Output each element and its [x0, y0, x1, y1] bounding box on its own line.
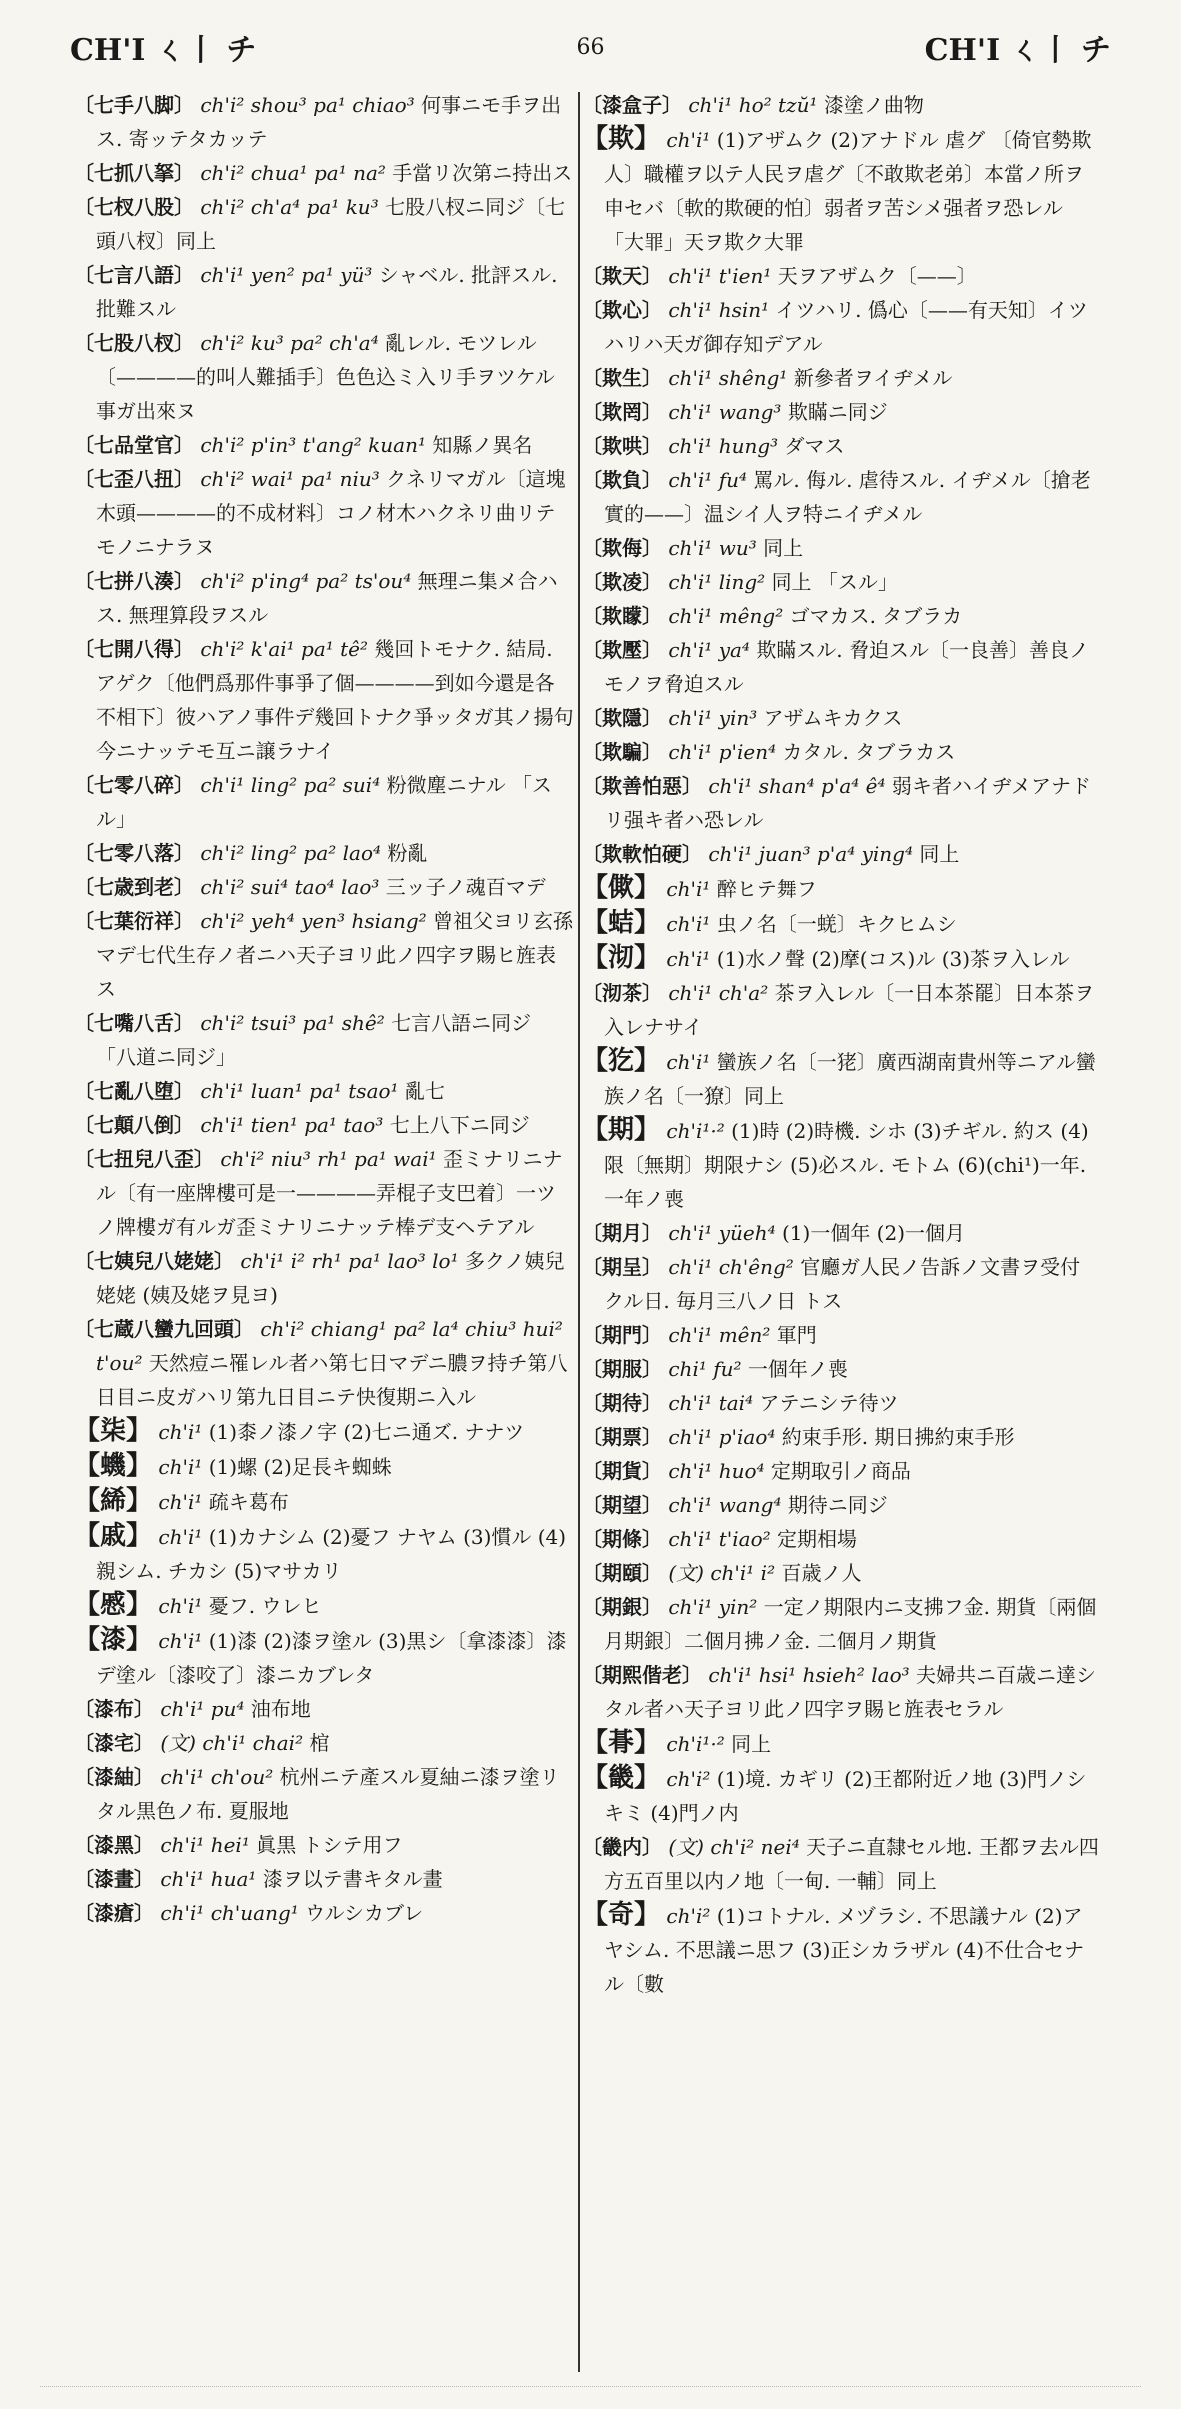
entry-romanization: ch'i¹ mên² [662, 1323, 777, 1347]
entry-definition: 同上 [919, 842, 960, 866]
entry-romanization: ch'i¹ ch'uang¹ [154, 1901, 306, 1925]
entry-definition: クネリマガル〔這塊木頭————的不成材料〕コノ材木ハクネリ曲リテモノニナラヌ [96, 467, 566, 559]
entry-headword: 【絺】 [74, 1486, 153, 1516]
entry-definition: 新參者ヲイヂメル [793, 366, 953, 390]
entry-definition: 棺 [309, 1731, 330, 1755]
entry-headword: 〔期票〕 [582, 1425, 662, 1449]
entry-headword: 〔期呈〕 [582, 1255, 662, 1279]
dictionary-entry [74, 836, 574, 870]
entry-headword: 〔期熙偕老〕 [582, 1663, 702, 1687]
dictionary-entry [582, 976, 1100, 1044]
dictionary-entry [582, 1420, 1100, 1454]
entry-definition: 罵ル. 侮ル. 虐待スル. イヂメル〔搶老實的——〕温シイ人ヲ特ニイヂメル [604, 468, 1091, 526]
entry-headword: 【沏】 [582, 943, 661, 973]
entry-romanization: ch'i¹·² [660, 1732, 732, 1756]
entry-definition: 一定ノ期限内ニ支拂フ金. 期貨〔兩個月期銀〕二個月拂ノ金. 二個月ノ期貨 [604, 1595, 1097, 1653]
entry-headword: 〔欺壓〕 [582, 638, 662, 662]
entry-definition: 曾祖父ヨリ玄孫マデ七代生存ノ者ニハ天子ヨリ此ノ四字ヲ賜ヒ旌表ス [96, 909, 574, 1001]
entry-headword: 【柒】 [74, 1416, 153, 1446]
entry-definition: 亂レル. モツレル〔————的叫人難插手〕色色込ミ入リ手ヲツケル事ガ出來ヌ [96, 331, 555, 423]
entry-romanization: ch'i² ch'a⁴ pa¹ ku³ [194, 195, 386, 219]
entry-romanization: ch'i² ku³ pa² ch'a⁴ [194, 331, 386, 355]
dictionary-entry [582, 429, 1100, 463]
entry-definition: 定期相場 [776, 1527, 857, 1551]
entry-definition: 多クノ姨兒姥姥 (姨及姥ヲ見ヨ) [96, 1249, 565, 1307]
entry-definition: 欺瞞ニ同ジ [787, 400, 888, 424]
entry-romanization: ch'i¹ yüeh⁴ [662, 1221, 782, 1245]
entry-headword: 〔期銀〕 [582, 1595, 662, 1619]
entry-romanization: ch'i¹ luan¹ pa¹ tsao¹ [194, 1079, 405, 1103]
entry-definition: 欺瞞スル. 脅迫スル〔一良善〕善良ノモノヲ脅迫スル [604, 638, 1090, 696]
entry-headword: 〔七葉衍祥〕 [74, 909, 194, 933]
dictionary-entry [582, 1658, 1100, 1726]
entry-headword: 【漆】 [74, 1625, 153, 1655]
entry-definition: 弱キ者ハイヂメアナドリ强キ者ハ恐レル [604, 774, 1092, 832]
entry-romanization: ch'i² sui⁴ tao⁴ lao³ [194, 875, 386, 899]
entry-definition: 約束手形. 期日拂約束手形 [781, 1425, 1015, 1449]
entry-romanization: ch'i¹ wu³ [662, 536, 764, 560]
dictionary-entry [74, 156, 574, 190]
entry-definition: 蠻族ノ名〔一狫〕廣西湖南貴州等ニアル蠻族ノ名〔一獠〕同上 [604, 1050, 1096, 1108]
entry-definition: 三ッ子ノ魂百マデ [385, 875, 546, 899]
entry-definition: 百歳ノ人 [781, 1561, 862, 1585]
entry-romanization: ch'i² [660, 1904, 717, 1928]
entry-romanization: ch'i² p'ing⁴ pa² ts'ou⁴ [194, 569, 418, 593]
entry-headword: 【朞】 [582, 1728, 661, 1758]
dictionary-entry [74, 768, 574, 836]
dictionary-entry [582, 633, 1100, 701]
entry-romanization: ch'i¹ [660, 128, 717, 152]
entry-definition: 亂七 [404, 1079, 445, 1103]
entry-headword: 〔欺天〕 [582, 264, 662, 288]
entry-definition: 漆ヲ以テ書キタル畫 [262, 1867, 443, 1891]
right-column [582, 88, 1100, 2378]
entry-headword: 〔欺哄〕 [582, 434, 662, 458]
entry-romanization: ch'i¹ fu⁴ [662, 468, 754, 492]
entry-romanization: ch'i¹ [152, 1420, 209, 1444]
entry-headword: 〔七言八語〕 [74, 263, 194, 287]
entry-headword: 〔七歳到老〕 [74, 875, 194, 899]
entry-romanization: ch'i¹ [152, 1629, 209, 1653]
entry-romanization: ch'i¹ hung³ [662, 434, 785, 458]
entry-romanization: ch'i¹ i² rh¹ pa¹ lao³ lo¹ [234, 1249, 465, 1273]
dictionary-entry [582, 1386, 1100, 1420]
entry-headword: 〔七拼八湊〕 [74, 569, 194, 593]
entry-headword: 〔欺善怕惡〕 [582, 774, 702, 798]
dictionary-entry [582, 88, 1100, 122]
entry-definition: 憂フ. ウレヒ [208, 1594, 322, 1618]
entry-headword: 〔七零八落〕 [74, 841, 194, 865]
dictionary-entry [74, 1896, 574, 1930]
dictionary-entry [74, 1414, 574, 1449]
entry-headword: 〔七姨兒八姥姥〕 [74, 1249, 234, 1273]
entry-definition: 天ヲアザムク〔——〕 [777, 264, 977, 288]
entry-definition: 何事ニモ手ヲ出ス. 寄ッテタカッテ [96, 93, 562, 151]
entry-romanization: ch'i¹ huo⁴ [662, 1459, 771, 1483]
entry-romanization: ch'i² yeh⁴ yen³ hsiang² [194, 909, 434, 933]
entry-definition: 粉亂 [387, 841, 428, 865]
dictionary-entry [582, 565, 1100, 599]
entry-headword: 〔漆紬〕 [74, 1765, 154, 1789]
entry-headword: 〔七杈八股〕 [74, 195, 194, 219]
entry-definition: (1)カナシム (2)憂フ ナヤム (3)慣ル (4)親シム. チカシ (5)マサカリ [96, 1525, 567, 1583]
entry-headword: 〔欺侮〕 [582, 536, 662, 560]
entry-definition: 天然痘ニ罹レル者ハ第七日マデニ膿ヲ持チ第八日目ニ皮ガハリ第九日目ニテ快復期ニ入ル [96, 1351, 568, 1409]
dictionary-entry [74, 1312, 574, 1414]
entry-romanization: ch'i² chua¹ pa¹ na² [194, 161, 393, 185]
entry-headword: 〔七零八碎〕 [74, 773, 194, 797]
entry-romanization: ch'i¹ [152, 1525, 209, 1549]
entry-romanization: (文) ch'i¹ chai² [154, 1731, 310, 1755]
entry-romanization: ch'i¹ t'iao² [662, 1527, 777, 1551]
entry-headword: 〔漆盒子〕 [582, 93, 682, 117]
dictionary-entry [74, 870, 574, 904]
entry-definition: アザムキカクス [763, 706, 903, 730]
dictionary-entry [74, 1449, 574, 1484]
dictionary-entry [74, 1623, 574, 1692]
dictionary-entry [582, 293, 1100, 361]
dictionary-entry [582, 1216, 1100, 1250]
dictionary-entry [582, 463, 1100, 531]
dictionary-entry [582, 837, 1100, 871]
dictionary-entry [582, 1556, 1100, 1590]
dictionary-entry [74, 1006, 574, 1074]
entry-definition: 醉ヒテ舞フ [716, 877, 817, 901]
entry-romanization: ch'i¹ [152, 1455, 209, 1479]
entry-romanization: (文) ch'i¹ i² [662, 1561, 782, 1585]
entry-definition: 官廳ガ人民ノ告訴ノ文書ヲ受付クル日. 毎月三八ノ日 トス [604, 1255, 1081, 1313]
entry-headword: 【蟣】 [74, 1451, 153, 1481]
dictionary-entry [74, 428, 574, 462]
dictionary-entry [582, 361, 1100, 395]
entry-definition: シャベル. 批評スル. 批難スル [96, 263, 558, 321]
entry-romanization: ch'i¹ tien¹ pa¹ tao³ [194, 1113, 390, 1137]
entry-definition: 天子ニ直隸セル地. 王都ヲ去ル四方五百里以内ノ地〔一甸. 一輔〕同上 [604, 1835, 1099, 1893]
entry-definition: (1)時 (2)時機. シホ (3)チギル. 約ス (4)限〔無期〕期限ナシ (5)必スル. モトム (6)(chi¹)一年. 一年ノ喪 [604, 1119, 1089, 1211]
entry-definition: 疏キ葛布 [208, 1490, 289, 1514]
dictionary-entry [582, 941, 1100, 976]
entry-headword: 〔欺矇〕 [582, 604, 662, 628]
entry-headword: 〔七開八得〕 [74, 637, 194, 661]
dictionary-entry [582, 599, 1100, 633]
dictionary-entry [582, 395, 1100, 429]
entry-headword: 〔期貨〕 [582, 1459, 662, 1483]
entry-romanization: ch'i¹ pu⁴ [154, 1697, 251, 1721]
entry-headword: 〔七亂八堕〕 [74, 1079, 194, 1103]
entry-romanization: ch'i¹ [152, 1490, 209, 1514]
entry-romanization: ch'i¹ [660, 912, 717, 936]
dictionary-entry [74, 564, 574, 632]
entry-headword: 〔欺凌〕 [582, 570, 662, 594]
dictionary-entry [582, 1318, 1100, 1352]
entry-romanization: ch'i¹ hei¹ [154, 1833, 257, 1857]
entry-romanization: ch'i¹ tai⁴ [662, 1391, 760, 1415]
dictionary-entry [582, 701, 1100, 735]
entry-romanization: ch'i¹ ling² [662, 570, 772, 594]
entry-headword: 〔期望〕 [582, 1493, 662, 1517]
entry-headword: 〔期條〕 [582, 1527, 662, 1551]
entry-headword: 〔欺負〕 [582, 468, 662, 492]
entry-definition: ダマス [784, 434, 845, 458]
entry-romanization: ch'i¹ hua¹ [154, 1867, 263, 1891]
entry-headword: 〔欺心〕 [582, 298, 662, 322]
entry-definition: 粉微塵ニナル 「スル」 [96, 773, 552, 831]
entry-definition: (1)一個年 (2)一個月 [781, 1221, 966, 1245]
entry-romanization: ch'i¹ ya⁴ [662, 638, 757, 662]
entry-headword: 〔期待〕 [582, 1391, 662, 1415]
dictionary-entry [582, 1522, 1100, 1556]
entry-headword: 〔漆黑〕 [74, 1833, 154, 1857]
entry-headword: 【期】 [582, 1115, 661, 1145]
dictionary-entry [74, 904, 574, 1006]
dictionary-entry [582, 1044, 1100, 1113]
entry-headword: 【僛】 [582, 873, 661, 903]
entry-romanization: ch'i¹ ch'ou² [154, 1765, 280, 1789]
entry-definition: (1)水ノ聲 (2)摩(コス)ル (3)茶ヲ入レル [716, 947, 1070, 971]
entry-definition: (1)漆 (2)漆ヲ塗ル (3)黒シ〔拿漆漆〕漆デ塗ル〔漆咬了〕漆ニカブレタ [96, 1629, 567, 1687]
entry-romanization: ch'i² k'ai¹ pa¹ tê² [194, 637, 375, 661]
entry-romanization: ch'i² niu³ rh¹ pa¹ wai¹ [214, 1147, 443, 1171]
entry-romanization: ch'i² wai¹ pa¹ niu³ [194, 467, 387, 491]
column-divider [578, 92, 580, 2372]
dictionary-entry [74, 190, 574, 258]
dictionary-entry [74, 1862, 574, 1896]
entry-definition: 幾回トモナク. 結局. アゲク〔他們爲那件事爭了個————到如今還是各不相下〕彼ハアノ事件デ幾回トナク爭ッタガ其ノ揚句今ニナッテモ互ニ譲ラナイ [96, 637, 574, 763]
left-column [74, 88, 574, 2378]
entry-romanization: ch'i² [660, 1767, 717, 1791]
entry-definition: 同上 「スル」 [771, 570, 898, 594]
entry-definition: 七股八杈ニ同ジ〔七頭八杈〕同上 [96, 195, 566, 253]
dictionary-entry [582, 531, 1100, 565]
entry-definition: 漆塗ノ曲物 [823, 93, 924, 117]
entry-definition: 夫婦共ニ百歳ニ達シタル者ハ天子ヨリ此ノ四字ヲ賜ヒ旌表セラル [604, 1663, 1096, 1721]
entry-headword: 〔七蔵八蠻九回頭〕 [74, 1317, 254, 1341]
entry-definition: 眞黒 トシテ用フ [256, 1833, 403, 1857]
entry-definition: イツハリ. 僞心〔——有天知〕イツハリハ天ガ御存知デアル [604, 298, 1088, 356]
entry-headword: 【畿】 [582, 1763, 661, 1793]
dictionary-entry [582, 1830, 1100, 1898]
entry-romanization: ch'i¹ [152, 1594, 209, 1618]
entry-definition: 虫ノ名〔一蜣〕キクヒムシ [716, 912, 957, 936]
dictionary-entry [582, 1726, 1100, 1761]
entry-headword: 〔漆宅〕 [74, 1731, 154, 1755]
entry-romanization: ch'i¹ [660, 1050, 717, 1074]
entry-definition: 無理ニ集メ合ハス. 無理算段ヲスル [96, 569, 558, 627]
entry-definition: カタル. タブラカス [782, 740, 956, 764]
dictionary-entry [582, 871, 1100, 906]
dictionary-entry [74, 1519, 574, 1588]
entry-romanization: ch'i¹ yen² pa¹ yü³ [194, 263, 379, 287]
entry-headword: 【慼】 [74, 1590, 153, 1620]
entry-headword: 〔欺生〕 [582, 366, 662, 390]
entry-definition: 同上 [763, 536, 804, 560]
dictionary-entry [582, 259, 1100, 293]
entry-romanization: ch'i¹ [660, 877, 717, 901]
entry-romanization: ch'i¹ ho² tzŭ¹ [682, 93, 824, 117]
entry-headword: 〔七手八脚〕 [74, 93, 194, 117]
entry-romanization: ch'i² chiang¹ pa² la⁴ chiu³ hui² t'ou² [96, 1317, 563, 1375]
entry-definition: ウルシカブレ [305, 1901, 424, 1925]
dictionary-entry [582, 1454, 1100, 1488]
dictionary-entry [582, 1590, 1100, 1658]
entry-romanization: ch'i¹ hsin¹ [662, 298, 776, 322]
dictionary-entry [582, 769, 1100, 837]
entry-romanization: ch'i² ling² pa² lao⁴ [194, 841, 388, 865]
entry-headword: 〔欺罔〕 [582, 400, 662, 424]
entry-romanization: ch'i¹ wang⁴ [662, 1493, 788, 1517]
entry-headword: 【犵】 [582, 1046, 661, 1076]
entry-headword: 〔七品堂官〕 [74, 433, 194, 457]
entry-definition: 手當リ次第ニ持出ス [392, 161, 573, 185]
dictionary-entry [582, 735, 1100, 769]
dictionary-entry [582, 1761, 1100, 1830]
entry-definition: (1)桼ノ漆ノ字 (2)七ニ通ズ. ナナツ [208, 1420, 525, 1444]
dictionary-entry [74, 88, 574, 156]
entry-headword: 〔漆布〕 [74, 1697, 154, 1721]
dictionary-entry [74, 1692, 574, 1726]
entry-headword: 〔期月〕 [582, 1221, 662, 1245]
entry-romanization: ch'i¹ mêng² [662, 604, 790, 628]
entry-headword: 〔漆畫〕 [74, 1867, 154, 1891]
entry-headword: 【戚】 [74, 1521, 153, 1551]
entry-romanization: (文) ch'i² nei⁴ [662, 1835, 807, 1859]
dictionary-entry [74, 1074, 574, 1108]
dictionary-entry [74, 462, 574, 564]
entry-definition: 同上 [731, 1732, 772, 1756]
dictionary-entry [74, 326, 574, 428]
entry-headword: 〔七歪八扭〕 [74, 467, 194, 491]
dictionary-entry [74, 632, 574, 768]
dictionary-entry [74, 1142, 574, 1244]
bottom-margin-rule [40, 2386, 1141, 2391]
entry-romanization: ch'i¹ p'iao⁴ [662, 1425, 782, 1449]
entry-romanization: ch'i² tsui³ pa¹ shê² [194, 1011, 392, 1035]
entry-definition: 七言八語ニ同ジ 「八道ニ同ジ」 [96, 1011, 532, 1069]
entry-romanization: chi¹ fu² [662, 1357, 748, 1381]
entry-romanization: ch'i¹ ch'êng² [662, 1255, 801, 1279]
entry-definition: アテニシテ待ツ [759, 1391, 899, 1415]
entry-headword: 〔沏茶〕 [582, 981, 662, 1005]
dictionary-entry [582, 1352, 1100, 1386]
dictionary-entry [74, 1760, 574, 1828]
entry-definition: 油布地 [250, 1697, 311, 1721]
entry-headword: 〔期頤〕 [582, 1561, 662, 1585]
entry-romanization: ch'i¹ ling² pa² sui⁴ [194, 773, 387, 797]
entry-romanization: ch'i¹ t'ien¹ [662, 264, 778, 288]
entry-romanization: ch'i¹ [660, 947, 717, 971]
entry-headword: 〔欺軟怕硬〕 [582, 842, 702, 866]
entry-definition: 杭州ニテ產スル夏紬ニ漆ヲ塗リタル黒色ノ布. 夏服地 [96, 1765, 560, 1823]
entry-romanization: ch'i¹ shan⁴ p'a⁴ ê⁴ [702, 774, 892, 798]
entry-headword: 【蛣】 [582, 908, 661, 938]
entry-romanization: ch'i¹ ch'a² [662, 981, 775, 1005]
dictionary-entry [582, 906, 1100, 941]
entry-definition: (1)螺 (2)足長キ蜘蛛 [208, 1455, 392, 1479]
entry-romanization: ch'i¹ shêng¹ [662, 366, 794, 390]
entry-romanization: ch'i² shou³ pa¹ chiao³ [194, 93, 422, 117]
entry-headword: 〔畿内〕 [582, 1835, 662, 1859]
dictionary-entry [582, 1488, 1100, 1522]
dictionary-entry [582, 1250, 1100, 1318]
entry-definition: 知縣ノ異名 [432, 433, 533, 457]
header-right: CH'I ㄑ丨 チ [924, 33, 1111, 68]
dictionary-entry [74, 1588, 574, 1623]
entry-definition: (1)コトナル. メヅラシ. 不思議ナル (2)アヤシム. 不思議ニ思フ (3)正シカラザル (4)不仕合セナル〔數 [604, 1904, 1085, 1996]
entry-headword: 〔漆瘡〕 [74, 1901, 154, 1925]
entry-definition: 定期取引ノ商品 [770, 1459, 911, 1483]
entry-headword: 〔七扭兒八歪〕 [74, 1147, 214, 1171]
entry-headword: 〔期門〕 [582, 1323, 662, 1347]
entry-headword: 〔七股八杈〕 [74, 331, 194, 355]
header-left: CH'I ㄑ丨 チ [70, 33, 257, 68]
entry-romanization: ch'i² p'in³ t'ang² kuan¹ [194, 433, 433, 457]
entry-romanization: ch'i¹ yin² [662, 1595, 764, 1619]
entry-definition: (1)境. カギリ (2)王都附近ノ地 (3)門ノシキミ (4)門ノ内 [604, 1767, 1087, 1825]
entry-definition: (1)アザムク (2)アナドル 虐グ 〔倚官勢欺人〕職權ヲ以テ人民ヲ虐グ〔不敢欺老弟〕本當ノ所ヲ申セバ〔軟的欺硬的怕〕弱者ヲ苦シメ强者ヲ恐レル 「大罪」天ヲ欺ク大罪 [604, 128, 1092, 254]
dictionary-entry [74, 258, 574, 326]
entry-definition: 歪ミナリニナル〔有一座牌樓可是一————弄棍子支巴着〕一ツノ牌樓ガ有ルガ歪ミナリニナッテ棒デ支ヘテアル [96, 1147, 563, 1239]
entry-definition: 一個年ノ喪 [747, 1357, 848, 1381]
entry-definition: 期待ニ同ジ [787, 1493, 888, 1517]
entry-headword: 〔七抓八拏〕 [74, 161, 194, 185]
dictionary-entry [582, 1113, 1100, 1216]
entry-definition: 軍門 [776, 1323, 817, 1347]
dictionary-entry [74, 1484, 574, 1519]
dictionary-entry [74, 1828, 574, 1862]
entry-romanization: ch'i¹ wang³ [662, 400, 788, 424]
entry-romanization: ch'i¹ p'ien⁴ [662, 740, 783, 764]
dictionary-entry [74, 1726, 574, 1760]
dictionary-entry [74, 1108, 574, 1142]
entry-romanization: ch'i¹·² [660, 1119, 732, 1143]
entry-romanization: ch'i¹ yin³ [662, 706, 764, 730]
page-number: 66 [576, 34, 605, 60]
entry-headword: 〔欺隱〕 [582, 706, 662, 730]
entry-headword: 【奇】 [582, 1900, 661, 1930]
entry-definition: ゴマカス. タブラカ [789, 604, 963, 628]
entry-headword: 〔欺騙〕 [582, 740, 662, 764]
entry-romanization: ch'i¹ juan³ p'a⁴ ying⁴ [702, 842, 920, 866]
dictionary-entry [582, 122, 1100, 259]
dictionary-entry [74, 1244, 574, 1312]
entry-headword: 〔期服〕 [582, 1357, 662, 1381]
entry-headword: 〔七顛八倒〕 [74, 1113, 194, 1137]
entry-romanization: ch'i¹ hsi¹ hsieh² lao³ [702, 1663, 916, 1687]
dictionary-entry [582, 1898, 1100, 2001]
entry-definition: 茶ヲ入レル〔一日本茶罷〕日本茶ヲ入レナサイ [604, 981, 1095, 1039]
page-header [70, 22, 1111, 72]
entry-definition: 七上八下ニ同ジ [389, 1113, 530, 1137]
entry-headword: 【欺】 [582, 124, 661, 154]
entry-headword: 〔七嘴八舌〕 [74, 1011, 194, 1035]
